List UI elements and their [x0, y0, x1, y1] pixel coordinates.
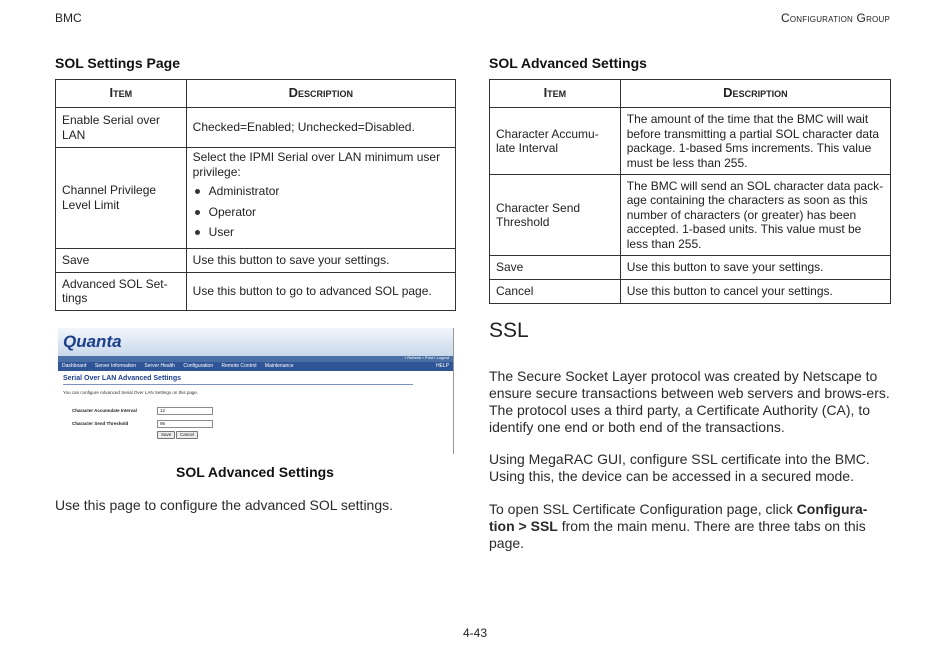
table-row [56, 108, 456, 148]
nav-item-configuration: Configuration [183, 363, 214, 369]
column-header-item: Item [490, 80, 621, 108]
row-item: Advanced SOL Set-tings [56, 272, 187, 310]
list-item: Operator [193, 205, 449, 220]
sol-settings-title: SOL Settings Page [55, 55, 180, 71]
row-description-cell [186, 148, 455, 249]
sol-advanced-screenshot [58, 328, 454, 454]
ssl-paragraph-3 [489, 501, 891, 552]
field-label-send-threshold: Character Send Threshold [72, 421, 129, 426]
field-label-accumulate-interval: Character Accumulate Interval [72, 408, 137, 413]
row-description: Use this button to go to advanced SOL page. [186, 272, 455, 310]
nav-help: HELP [435, 363, 449, 369]
ssl-paragraph-1: The Secure Socket Layer protocol was created by Netscape to ensure secure transactions between web servers and brows-ers. The protocol uses a third party, a Certificate Authority (CA), to identify one end or both end of the transactions. [489, 368, 890, 435]
screenshot-nav-bar [58, 362, 454, 371]
list-item: User [193, 225, 449, 240]
row-item: Channel Privilege Level Limit [56, 148, 187, 249]
ssl-menu-path: Configura-tion > SSL [489, 501, 868, 534]
nav-item-server-health: Server Health [144, 363, 175, 369]
row-description: Select the IPMI Serial over LAN minimum user privilege: [192, 150, 441, 179]
ssl-p3-text-end: from the main menu. There are three tabs on this page. [489, 518, 866, 551]
sol-advanced-table [489, 79, 891, 304]
left-paragraph: Use this page to configure the advanced SOL settings. [55, 497, 394, 513]
column-header-item: Item [56, 80, 187, 108]
table-row [490, 256, 891, 280]
screenshot-page-title: Serial Over LAN Advanced Settings [63, 375, 181, 382]
screenshot-top-links: ▪ Refresh ▪ Print ▪ Logout [404, 355, 449, 360]
column-header-description: Description [620, 80, 890, 108]
row-item: Enable Serial over LAN [56, 108, 187, 148]
title-divider [63, 384, 413, 385]
row-item: Character Accumu-late Interval [490, 108, 621, 175]
row-item: Cancel [490, 280, 621, 304]
table-row [56, 248, 456, 272]
page-number: 4-43 [462, 626, 488, 640]
row-description: Use this button to save your settings. [186, 248, 455, 272]
header-right: Configuration Group [781, 11, 890, 25]
row-description: The amount of the time that the BMC will wait before transmitting a partial SOL character data package. 1-based 5ms increments. This value must be less than 255. [620, 108, 890, 175]
screenshot-save-button: Save [157, 431, 175, 439]
nav-item-dashboard: Dashboard [62, 363, 87, 369]
table-row [490, 280, 891, 304]
ssl-heading: SSL [489, 319, 529, 342]
privilege-list [193, 184, 449, 240]
sol-advanced-title: SOL Advanced Settings [489, 55, 647, 71]
send-threshold-input: 96 [157, 420, 213, 428]
row-item: Character Send Threshold [490, 175, 621, 256]
nav-item-server-information: Server Information [94, 363, 136, 369]
list-item: Administrator [193, 184, 449, 199]
sol-settings-table [55, 79, 456, 311]
row-item: Save [490, 256, 621, 280]
table-row [490, 175, 891, 256]
row-description: The BMC will send an SOL character data pack-age containing the characters as soon as this number of characters (or greater) has been accepted. 1-based units. This value must be less than 255. [620, 175, 890, 256]
row-description: Checked=Enabled; Unchecked=Disabled. [186, 108, 455, 148]
table-row [56, 148, 456, 249]
figure-caption: SOL Advanced Settings [176, 464, 334, 480]
column-header-description: Description [186, 80, 455, 108]
row-description: Use this button to cancel your settings. [620, 280, 890, 304]
screenshot-cancel-button: Cancel [176, 431, 198, 439]
ssl-paragraph-2: Using MegaRAC GUI, configure SSL certificate into the BMC. Using this, the device can be accessed in a secured mode. [489, 451, 870, 484]
nav-item-remote-control: Remote Control [221, 363, 257, 369]
accumulate-interval-input: 12 [157, 407, 213, 415]
table-row [56, 272, 456, 310]
table-row [490, 108, 891, 175]
nav-item-maintenance: Maintenance [264, 363, 294, 369]
header-left: BMC [55, 11, 82, 25]
quanta-logo: Quanta [63, 332, 122, 351]
screenshot-page-description: You can configure Advanced Serial Over LAN Settings on this page. [63, 390, 199, 395]
row-description: Use this button to save your settings. [620, 256, 890, 280]
ssl-p3-text: To open SSL Certificate Configuration page, click [489, 501, 797, 517]
row-item: Save [56, 248, 187, 272]
